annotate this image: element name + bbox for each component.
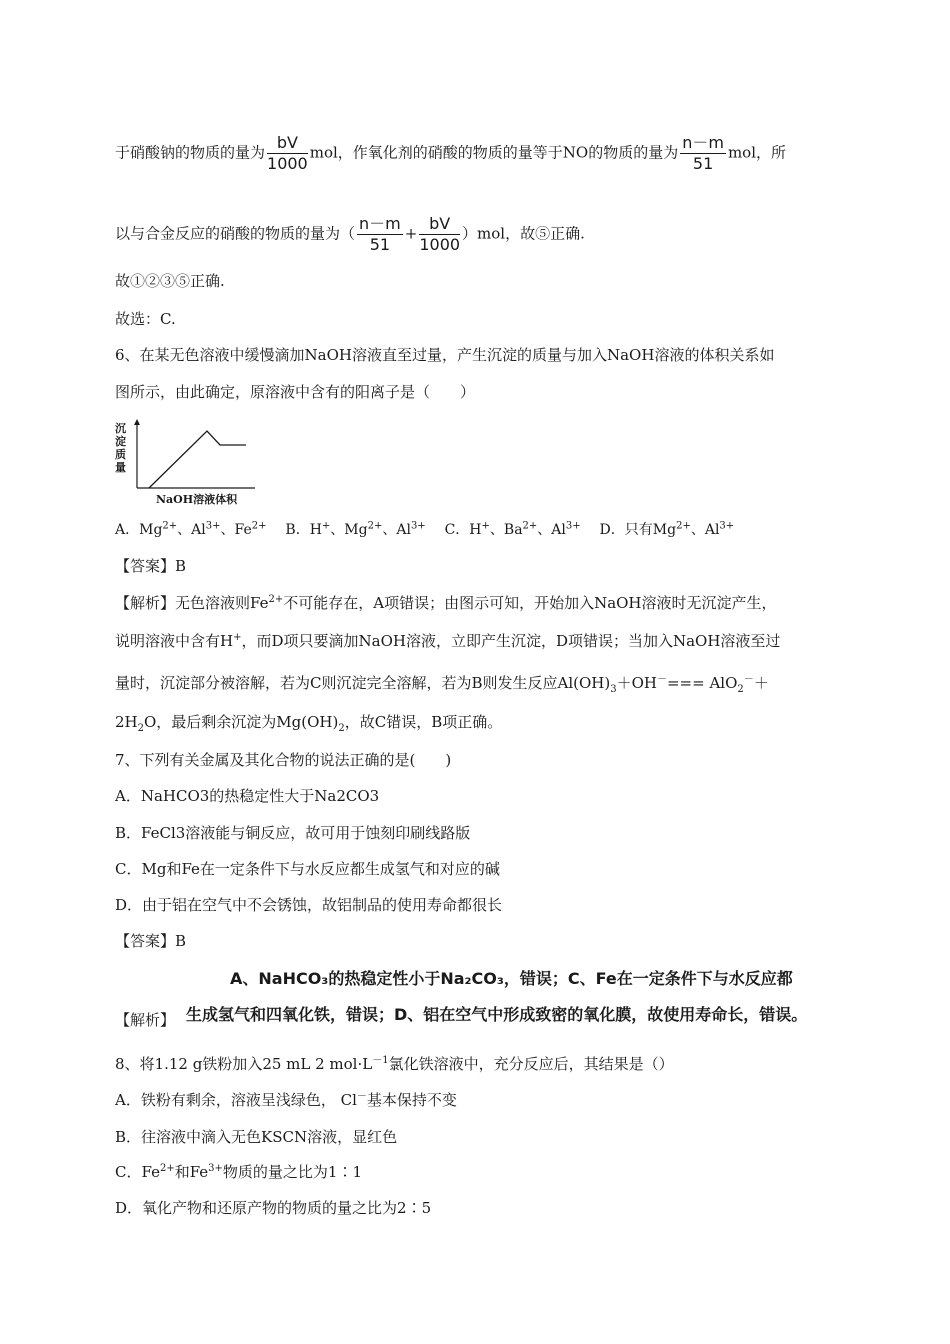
fraction-n-m-51: $\frac{n-m}{51}$ (359, 214, 401, 254)
q8-option-a: A．铁粉有剩余，溶液呈浅绿色， Cl－基本保持不变 (115, 1091, 457, 1109)
para-nitrate-amount (115, 133, 786, 174)
q8-stem: 8、将1.12 g铁粉加入25 mL 2 $mol\cdot L^{-1}$氯化铁溶液中，充分反应后，其结果是（） (115, 1055, 674, 1073)
q7-analysis-image-line2: 生成氢气和四氧化铁，错误；D、铝在空气中形成致密的氧化膜，故使用寿命长，错误。 (186, 1005, 808, 1024)
option-a: A．$Mg^{2+}$、$Al^{3+}$、$Fe^{2+}$ (115, 520, 267, 538)
chart-y-label: 沉 淀 质 量 (115, 422, 126, 474)
q6-options (115, 520, 734, 540)
q7-analysis-image-line1: A、NaHCO₃的热稳定性小于Na₂CO₃，错误；C、Fe在一定条件下与水反应都 (230, 969, 793, 988)
q6-analysis-line2: 说明溶液中含有H+，而D项只要滴加NaOH溶液，立即产生沉淀，D项错误；当加入NaOH溶液至过 (115, 632, 781, 650)
q6-stem-line1: 6、在某无色溶液中缓慢滴加NaOH溶液直至过量，产生沉淀的质量与加入NaOH溶液的体积关系如 (115, 346, 775, 364)
precipitate-curve (149, 431, 246, 488)
q6-answer: 【答案】B (115, 557, 187, 575)
q7-option-c: C．Mg和Fe在一定条件下与水反应都生成氢气和对应的碱 (115, 860, 500, 878)
plus-sign: + (404, 224, 418, 243)
q6-stem-line2: 图所示，由此确定，原溶液中含有的阳离子是（ ） (115, 383, 476, 401)
option-d: D．只有$Mg^{2+}$、$Al^{3+}$ (599, 520, 735, 538)
fraction-bv-1000: $\frac{bV}{1000}$ (419, 214, 461, 254)
q7-answer: 【答案】B (115, 932, 187, 950)
q6-analysis-line3: 量时，沉淀部分被溶解，若为C则沉淀完全溶解，若为B则发生反应$Al(OH)_3+OH^-=== AlO_2^-+$ (115, 674, 769, 695)
choice-line: 故选：C. (115, 310, 176, 328)
q8-option-c: C．$Fe^{2+}$和$Fe^{3+}$物质的量之比为1∶1 (115, 1163, 363, 1181)
q7-option-d: D．由于铝在空气中不会锈蚀，故铝制品的使用寿命都很长 (115, 896, 503, 914)
conclusion-line: 故①②③⑤正确. (115, 272, 225, 290)
chart-x-label: NaOH溶液体积 (156, 493, 238, 506)
q7-analysis-image (182, 960, 842, 1030)
analysis-label: 【解析】 (115, 594, 176, 612)
q8-option-d: D．氧化产物和还原产物的物质的量之比为2∶5 (115, 1199, 432, 1217)
q8-option-b: B．往溶液中滴入无色KSCN溶液，显红色 (115, 1128, 398, 1146)
text-segment: 于硝酸钠的物质的量为 (115, 143, 266, 162)
q6-figure (112, 418, 257, 510)
option-c: C．H+、$Ba^{2+}$、$Al^{3+}$ (444, 520, 581, 538)
fraction-n-m-51: $\frac{n-m}{51}$ (682, 133, 724, 173)
q7-stem: 7、下列有关金属及其化合物的说法正确的是( ) (115, 751, 452, 769)
text-segment: mol，作氧化剂的硝酸的物质的量等于NO的物质的量为 (309, 143, 679, 162)
option-b: B．H+、$Mg^{2+}$、$Al^{3+}$ (285, 520, 426, 538)
q6-analysis-line1: 【解析】无色溶液则$Fe^{2+}$不可能存在，A项错误；由图示可知，开始加入NaOH溶液时无沉淀产生， (115, 594, 777, 612)
para-alloy-reaction (115, 214, 585, 255)
text-segment: mol，所 (727, 143, 787, 162)
text-segment: 以与合金反应的硝酸的物质的量为（ (115, 224, 356, 243)
q7-analysis-label: 【解析】 (115, 1011, 176, 1029)
text-segment: ）mol，故⑤正确. (462, 224, 585, 243)
q7-option-a: A．NaHCO3的热稳定性大于Na2CO3 (115, 787, 380, 805)
fraction-bv-1000: $\frac{bV}{1000}$ (267, 133, 308, 173)
q6-analysis-line4: $2H_2O$，最后剩余沉淀为$Mg(OH)_2$，故C错误，B项正确。 (115, 713, 503, 734)
y-axis-arrow (134, 419, 140, 425)
q7-option-b: B．FeCl3溶液能与铜反应，故可用于蚀刻印刷线路版 (115, 824, 471, 842)
